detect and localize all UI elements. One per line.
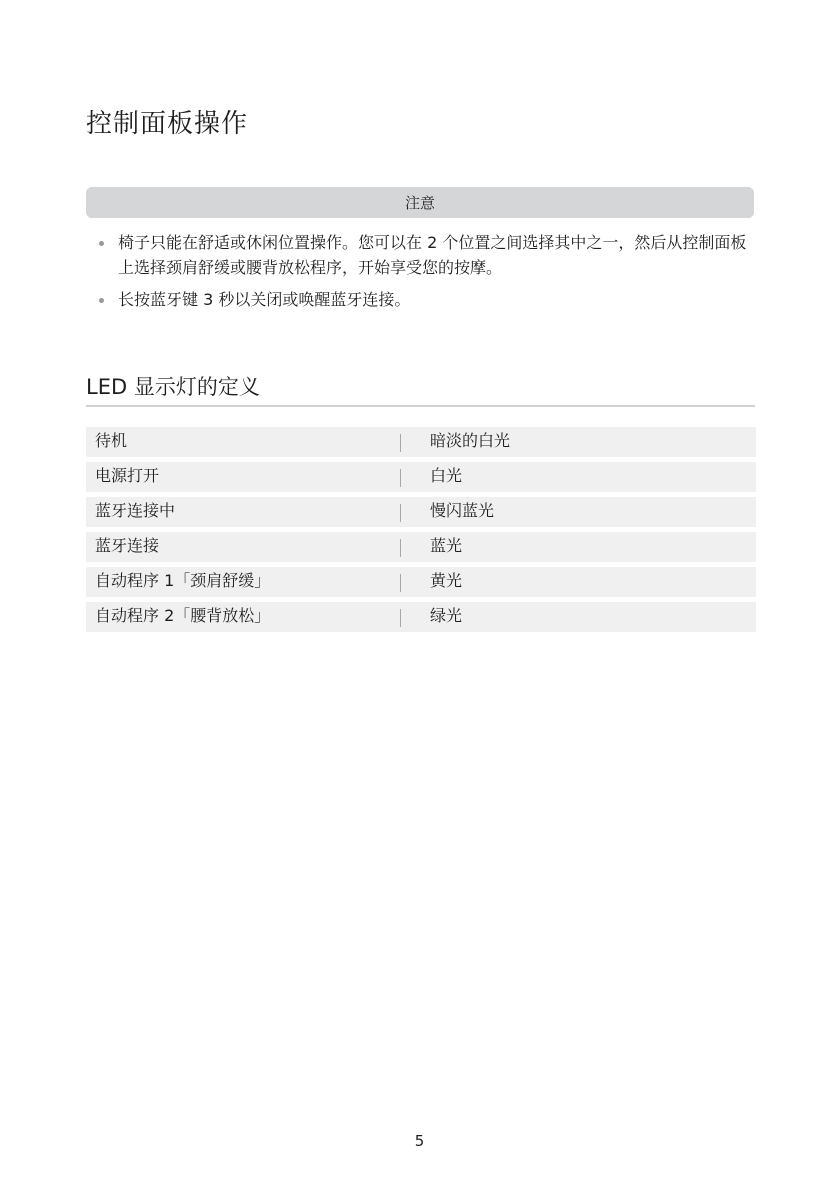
led-state-cell: 自动程序 1「颈肩舒缓」: [95, 571, 271, 590]
notice-item-text: 椅子只能在舒适或休闲位置操作。您可以在 2 个位置之间选择其中之一，然后从控制面板上选择颈肩舒缓或腰背放松程序，开始享受您的按摩。: [118, 233, 747, 277]
notice-item-text: 长按蓝牙键 3 秒以关闭或唤醒蓝牙连接。: [118, 290, 411, 309]
column-divider: [400, 434, 401, 452]
table-row: [86, 427, 756, 457]
page-title: 控制面板操作: [86, 109, 249, 139]
led-state-cell: 待机: [95, 431, 128, 450]
bullet-dot-icon: [99, 298, 104, 303]
column-divider: [400, 504, 401, 522]
table-row: [86, 462, 756, 492]
bullet-dot-icon: [99, 241, 104, 246]
table-row: [86, 497, 756, 527]
led-light-cell: 蓝光: [430, 536, 463, 555]
column-divider: [400, 469, 401, 487]
led-light-cell: 白光: [430, 466, 463, 485]
table-row: [86, 532, 756, 562]
table-row: [86, 602, 756, 632]
notice-banner: [86, 187, 754, 218]
notice-item: [86, 230, 758, 280]
column-divider: [400, 609, 401, 627]
notice-label: 注意: [404, 194, 435, 212]
notice-list: [86, 230, 758, 319]
led-light-cell: 慢闪蓝光: [430, 501, 495, 520]
led-state-cell: 电源打开: [95, 466, 160, 485]
led-state-cell: 蓝牙连接中: [95, 501, 176, 520]
led-state-cell: 蓝牙连接: [95, 536, 160, 555]
section-heading: LED 显示灯的定义: [86, 375, 260, 399]
led-light-cell: 黄光: [430, 571, 463, 590]
column-divider: [400, 539, 401, 557]
led-state-cell: 自动程序 2「腰背放松」: [95, 606, 271, 625]
led-definition-table: [86, 427, 756, 637]
section-divider: [86, 405, 755, 407]
led-light-cell: 暗淡的白光: [430, 431, 511, 450]
column-divider: [400, 574, 401, 592]
notice-item: [86, 287, 758, 312]
table-row: [86, 567, 756, 597]
page-number: 5: [414, 1132, 425, 1150]
led-light-cell: 绿光: [430, 606, 463, 625]
